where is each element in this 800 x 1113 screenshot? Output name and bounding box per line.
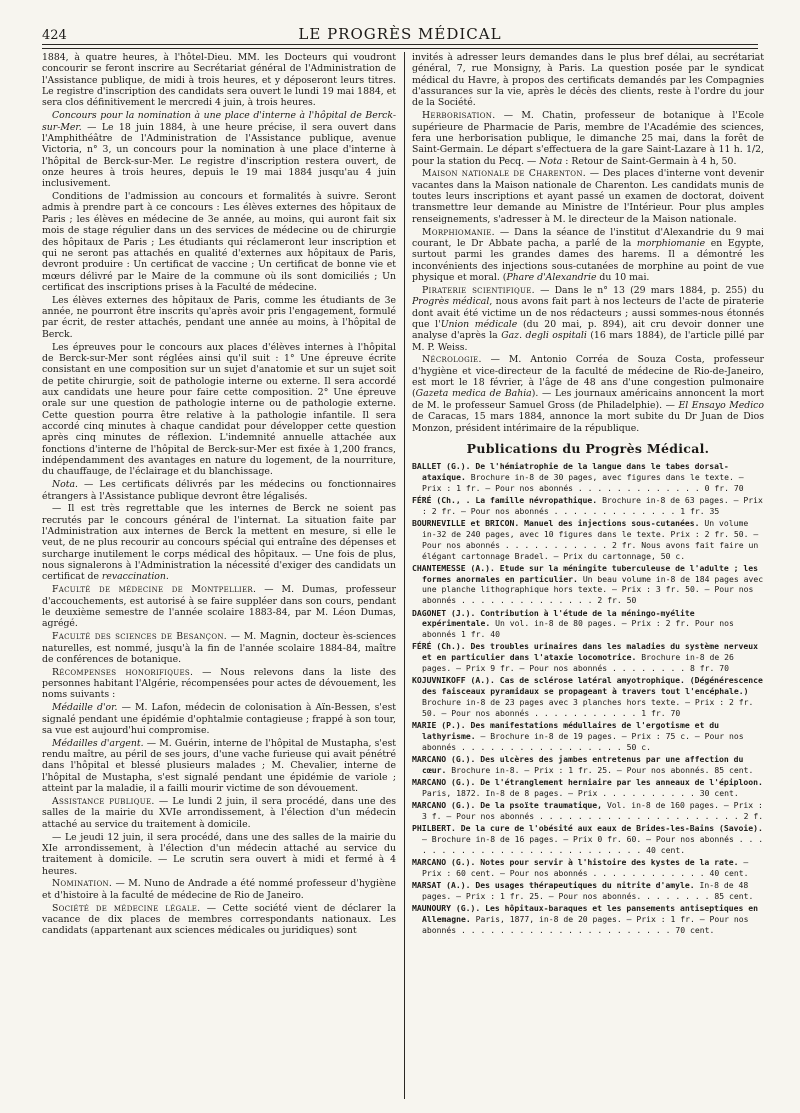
publication-entry xyxy=(412,675,764,718)
publication-details: Brochure in-8. — Prix : 1 fr. 25. — Pour nos abonnés. 85 cent. xyxy=(451,764,754,775)
publication-entry xyxy=(412,800,764,822)
publication-entry xyxy=(412,880,764,902)
lead-word: Nota. xyxy=(52,479,78,491)
section-heading: Récompenses honorifiques. xyxy=(52,666,194,678)
publication-entry xyxy=(412,461,764,493)
section-heading: Maison nationale de Charenton. xyxy=(422,168,586,180)
publication-title: De l'étranglement herniaire par les anneaux de l'épiploon. xyxy=(480,777,763,787)
section-heading: Morphiomanie. xyxy=(422,226,495,238)
publication-entry xyxy=(412,518,764,561)
publication-author: BALLET (G.). xyxy=(412,461,471,472)
publication-entry xyxy=(412,903,764,935)
publication-title: . La famille névropathique. xyxy=(465,495,598,506)
publication-details: — Prix : 60 cent. — Pour nos abonnés . . . . . . . . . . . . 40 cent. xyxy=(422,857,749,878)
publications-list xyxy=(412,461,764,935)
paragraph: Faculté de médecine de Montpellier. — M. Dumas, professeur d'accouchements, est autorisé à se faire suppléer dans son cours, pendant le deuxième semestre de l'année scolaire 1883-84, par M. Léon Dumas, agrégé. xyxy=(42,584,396,630)
paragraph: invités à adresser leurs demandes dans le plus bref délai, au secrétariat général, 7, rue Monsigny, à Paris. La question posée par le syndicat médical du Havre, à propos des certificats demandés par les Compagnies d'assurances sur la vie, après le décès des clients, reste à l'ordre du jour de la Société. xyxy=(412,52,764,109)
publication-author: FÉRÉ (Ch., xyxy=(412,495,461,506)
publication-entry xyxy=(412,857,764,879)
paragraph: Médailles d'argent. — M. Guérin, interne de l'hôpital de Mustapha, s'est rendu maître, au péril de ses jours, d'une vache furieuse qui avait pénétré dans l'hôpital et blessé plusieurs malades ; M. Chevalier, interne de l'hôpital de Mustapha, s'est signalé pendant une épidémie de variole ; atteint par la maladie, il a failli mourir victime de son dévouement. xyxy=(42,737,396,795)
paragraph: Les épreuves pour le concours aux places d'élèves internes à l'hôpital de Berck-sur-Mer sont réglées ainsi qu'il suit : 1° Une épreuve écrite consistant en une composition sur un sujet d'anatomie et sur un sujet soit de petite chirurgie, soit de pathologie interne ou externe. Il sera accordé aux candidats une heure pour faire cette composition. 2° Une épreuve orale sur une question de pathologie interne ou de pathologie externe. Cette question pourra être relative à la pathologie infantile. Il sera accordé cinq minutes à chaque candidat pour développer cette question après cinq minutes de réflexion. L'indemnité annuelle attachée aux fonctions d'interne de l'hôpital de Berck-sur-Mer est fixée à 1,200 francs, indépendamment des avantages en nature du logement, de la nourriture, du chauffauge, de l'éclairage et du blanchissage. xyxy=(42,341,396,478)
publication-author: BOURNEVILLE et BRICON. xyxy=(412,518,520,529)
column-divider xyxy=(404,52,405,1099)
publication-details: Un volume in-32 de 240 pages, avec 10 figures dans le texte. Prix : 2 fr. 50. — Pour nos abonnés . . . . . . . . . . . 2 fr. Nous avons fait faire un élégant cartonnage Bradel. — Prix du cartonnage, 50 c. xyxy=(422,518,759,561)
paragraph: Piraterie scientifique. — Dans le n° 13 (29 mars 1884, p. 255) du Progrès médical, nous avons fait part à nos lecteurs de l'acte de piraterie dont avait été victime un de nos rédacteurs ; aussi sommes-nous étonnés que l'Union médicale (du 20 mai, p. 894), ait cru devoir donner une analyse d'après la Gaz. degli ospitali (16 mars 1884), de l'article pillé par M. P. Weiss. xyxy=(412,284,764,353)
publication-details: Brochure in-8 de 63 pages. — Prix : 2 fr. — Pour nos abonnés . . . . . . . . . . . . . 1 fr. 35 xyxy=(422,495,763,516)
paragraph: Conditions de l'admission au concours et formalités à suivre. Seront admis à prendre part à ce concours : Les élèves externes des hôpitaux de Paris ; les élèves en médecine de 3e année, au moins, qui auront fait six mois de stage régulier dans un des services de médecine ou de chirurgie des hôpitaux de Paris ; Les étudiants qui réclameront leur inscription et qui ne seront pas attachés en qualité d'externes aux hôpitaux de Paris, devront produire : Un certificat de vaccine ; Un certificat de bonne vie et mœurs délivré par le Maire de la commune où ils sont domiciliés ; Un certificat des inscriptions prises à la Faculté de médecine. xyxy=(42,191,396,293)
publication-author: MARSAT (A.). xyxy=(412,880,471,891)
paragraph: Morphiomanie. — Dans la séance de l'institut d'Alexandrie du 9 mai courant, le Dr Abbate pacha, a parlé de la morphiomanie en Egypte, surtout parmi les grandes dames des harems. Il a démontré les inconvénients des injections sous-cutanées de morphine au point de vue physique et moral. (Phare d'Alexandrie du 10 mai. xyxy=(412,226,764,284)
publication-author: FÉRÉ (Ch.). xyxy=(412,641,466,652)
paragraph: Faculté des sciences de Besançon. — M. Magnin, docteur ès-sciences naturelles, est nommé, jusqu'à la fin de l'année scolaire 1884-84, maître de conférences de botanique. xyxy=(42,631,396,665)
paragraph: Nécrologie. — M. Antonio Corréa de Souza Costa, professeur d'hygiène et vice-directeur de la faculté de médecine de Rio-de-Janeiro, est mort le 18 février, à l'âge de 48 ans d'une congestion pulmonaire (Gazeta medica de Bahia). — Les journaux américains annoncent la mort de M. le professeur Samuel Gross (de Philadelphie). — El Ensayo Medico de Caracas, 15 mars 1884, annonce la mort subite du Dr Juan de Dios Monzon, président intérimaire de la république. xyxy=(412,354,764,434)
publication-author: KOJUVNIKOFF (A.). xyxy=(412,675,495,686)
publication-details: Brochure in-8 de 30 pages, avec figures dans le texte. — Prix : 1 fr. — Pour nos abonnés . . . . . . . . . . . . . 0 fr. 70 xyxy=(422,471,744,493)
publication-entry xyxy=(412,720,764,752)
publication-author: MARCANO (G.). xyxy=(412,857,476,868)
lead-word: Médailles d'argent. xyxy=(52,737,144,749)
publication-author: MAUNOURY (G.). xyxy=(412,903,481,914)
section-heading: Herborisation. xyxy=(422,110,496,122)
publication-details: Paris, 1877, in-8 de 20 pages. — Prix : 1 fr. — Pour nos abonnés . . . . . . . . . . . . . . . . . . . . . . 70 cent. xyxy=(422,914,749,935)
paragraph: 1884, à quatre heures, à l'hôtel-Dieu. MM. les Docteurs qui voudront concourir se feront inscrire au Secrétariat général de l'Administration de l'Assistance publique, de midi à trois heures, et y déposeront leurs titres. Le registre d'inscription des candidats sera ouvert le lundi 19 mai 1884, et sera clos définitivement le mercredi 4 juin, à trois heures. xyxy=(42,52,396,109)
publication-title: Des ulcères des jambes entretenus par une affection du cœur. xyxy=(422,753,744,775)
section-heading: Société de médecine légale. xyxy=(52,902,201,914)
section-heading: Faculté de médecine de Montpellier. xyxy=(52,584,257,596)
left-column xyxy=(42,52,396,1099)
publication-title: De la cure de l'obésité aux eaux de Brides-les-Bains (Savoie). xyxy=(460,823,763,834)
publication-details: Vol. in-8 de 160 pages. — Prix : 3 f. — Pour nos abonnés . . . . . . . . . . . . . . . . . . . . . 2 f. xyxy=(422,800,764,821)
lead-word: Médaille d'or. xyxy=(52,702,118,714)
paragraph: Société de médecine légale. — Cette société vient de déclarer la vacance de dix places de membres correspondants nationaux. Les candidats (appartenant aux sciences médicales ou juridiques) sont xyxy=(42,902,396,937)
publication-title: Notes pour servir à l'histoire des kystes de la rate. xyxy=(480,857,739,868)
paragraph: Médaille d'or. — M. Lafon, médecin de colonisation à Aïn-Bessen, s'est signalé pendant une épidémie d'ophtalmie contagieuse ; frappé à son tour, sa vue est aujourd'hui compromise. xyxy=(42,702,396,736)
publication-details: Brochure in-8 de 26 pages. — Prix 9 fr. — Pour nos abonnés . . . . . . . . 8 fr. 70 xyxy=(422,652,734,674)
section-heading: Nomination. xyxy=(52,878,113,890)
publication-author: MARIE (P.). xyxy=(412,720,466,731)
paragraph: Les élèves externes des hôpitaux de Paris, comme les étudiants de 3e année, ne pourront être inscrits qu'après avoir pris l'engagement, formulé par écrit, de rester attachés, pendant une année au moins, à l'hôpital de Berck. xyxy=(42,294,396,340)
section-heading: Faculté des sciences de Besançon. xyxy=(52,631,228,643)
publication-title: Des manifestations médullaires de l'ergotisme et du lathyrisme. xyxy=(422,720,719,741)
publication-author: PHILBERT. xyxy=(412,823,456,834)
publication-author: MARCANO (G.). xyxy=(412,777,476,787)
publication-title: Cas de sclérose latéral amyotrophique. (Dégénérescence des faisceaux pyramidaux se propageant à travers tout l'encéphale.) xyxy=(422,675,763,697)
paragraph: Nota. — Les certificats délivrés par les médecins ou fonctionnaires étrangers à l'Assistance publique devront être légalisés. xyxy=(42,479,396,502)
page-header xyxy=(42,24,758,45)
publication-title: Des usages thérapeutiques du nitrite d'amyle. xyxy=(475,880,695,891)
publication-details: Un vol. in-8 de 80 pages. — Prix : 2 fr. Pour nos abonnés 1 fr. 40 xyxy=(422,618,734,640)
publication-title: Etude sur la méningite tuberculeuse de l'adulte ; les formes anormales en particulier. xyxy=(422,562,758,584)
publication-author: MARCANO (G.). xyxy=(412,753,476,764)
publication-entry xyxy=(412,641,764,673)
publication-title: Manuel des injections sous-cutanées. xyxy=(524,518,700,529)
publication-title: De l'hémiatrophie de la langue dans le tabes dorsal-ataxique. xyxy=(422,461,729,482)
publication-details: Paris, 1872. In-8 de 8 pages. — Prix . . . . . . . . . . 30 cent. xyxy=(422,787,739,798)
header-double-rule xyxy=(42,48,758,49)
publication-author: MARCANO (G.). xyxy=(412,800,476,811)
publication-entry xyxy=(412,777,764,799)
right-column xyxy=(412,52,764,1099)
section-heading: Assistance publique. xyxy=(52,796,155,807)
journal-title: LE PROGRÈS MÉDICAL xyxy=(298,25,502,43)
publication-details: — Brochure in-8 de 19 pages. — Prix : 75 c. — Pour nos abonnés . . . . . . . . . . . . . . . . . 50 c. xyxy=(422,730,744,752)
publication-entry xyxy=(412,823,764,855)
section-heading: Piraterie scientifique. xyxy=(422,284,535,296)
publication-entry xyxy=(412,608,764,640)
publication-title: Contribution à l'étude de la méningo-myélite expérimentale. xyxy=(422,607,695,629)
paragraph: Assistance publique. — Le lundi 2 juin, il sera procédé, dans une des salles de la mairie du XVIe arrondissement, à l'élection d'un médecin attaché au service du traitement à domicile. xyxy=(42,796,396,830)
section-heading: Concours pour la nomination à une place d'interne à l'hôpital de Berck-sur-Mer. xyxy=(42,110,396,133)
publication-entry xyxy=(412,754,764,776)
publication-entry xyxy=(412,563,764,606)
paragraph: Herborisation. — M. Chatin, professeur de botanique à l'Ecole supérieure de Pharmacie de Paris, membre de l'Académie des sciences, fera une herborisation publique, le dimanche 25 mai, dans la forêt de Saint-Germain. Le départ s'effectuera de la gare Saint-Lazare à 11 h. 1/2, pour la station du Pecq. — Nota : Retour de Saint-Germain à 4 h, 50. xyxy=(412,110,764,167)
publications-heading: Publications du Progrès Médical. xyxy=(466,440,710,456)
paragraph: Récompenses honorifiques. — Nous relevons dans la liste des personnes habitant l'Algérie, récompensées pour actes de dévouement, les noms suivants : xyxy=(42,666,396,701)
publication-details: In-8 de 48 pages. — Prix : 1 fr. 25. — Pour nos abonnés. . . . . . . . 85 cent. xyxy=(422,880,754,901)
paragraph: Concours pour la nomination à une place d'interne à l'hôpital de Berck-sur-Mer. — Le 18 juin 1884, à une heure précise, il sera ouvert dans l'Amphithéâtre de l'Administration de l'Assistance publique, avenue Victoria, n° 3, un concours pour la nomination à une place d'interne à l'hôpital de Berck-sur-Mer. Le registre d'inscription restera ouvert, de onze heures à trois heures, depuis le 19 mai 1884 jusqu'au 4 juin inclusivement. xyxy=(42,110,396,190)
paragraph: — Le jeudi 12 juin, il sera procédé, dans une des salles de la mairie du XIe arrondissement, à l'élection d'un médecin attaché au service du traitement à domicile. — Le scrutin sera ouvert à midi et fermé à 4 heures. xyxy=(42,831,396,877)
publication-title: Des troubles urinaires dans les maladies du système nerveux et en particulier dans l'ataxie locomotrice. xyxy=(422,641,758,663)
publication-entry xyxy=(412,495,764,517)
publication-title: De la psoïte traumatique, xyxy=(480,800,603,811)
publication-details: Brochure in-8 de 23 pages avec 3 planches hors texte. — Prix : 2 fr. 50. — Pour nos abonnés . . . . . . . . . . . 1 fr. 70 xyxy=(422,696,754,718)
publication-details: Un beau volume in-8 de 184 pages avec une planche lithographique hors texte. — Prix : 3 fr. 50. — Pour nos abonnés . . . . . . . . . . . . . . 2 fr. 50 xyxy=(422,573,764,606)
section-heading: Nécrologie. xyxy=(422,354,482,366)
paragraph: Nomination. — M. Nuno de Andrade a été nommé professeur d'hygiène et d'histoire à la faculté de médecine de Rio de Janeiro. xyxy=(42,878,396,901)
publication-author: DAGONET (J.). xyxy=(412,607,476,618)
publication-title: Les hôpitaux-baraques et les pansements antiseptiques en Allemagne. xyxy=(422,903,758,925)
publication-author: CHANTEMESSE (A.). xyxy=(412,562,495,573)
publication-details: — Brochure in-8 de 16 pages. — Prix 0 fr. 60. — Pour nos abonnés . . . . . . . . . . . . . . . . . . . . . . . . . . 40 cent. xyxy=(422,833,764,855)
paragraph: Maison nationale de Charenton. — Des places d'interne vont devenir vacantes dans la Maison nationale de Charenton. Les candidats munis de toutes leurs inscriptions et ayant passé un examen de doctorat, doivent transmettre leur demande au Ministre de l'Intérieur. Pour plus amples renseignements, s'adresser à M. le directeur de la Maison nationale. xyxy=(412,168,764,225)
page-number: 424 xyxy=(42,28,67,43)
paragraph: — Il est très regrettable que les internes de Berck ne soient pas recrutés par le concours général de l'internat. La situation faite par l'Administration aux internes de Berck la mettent en mesure, si elle le veut, de ne plus recourir au concours spécial qui entraîne des dépenses et surcharge inutilement le corps médical des hôpitaux. — Une fois de plus, nous signalerons à l'Administration la nécessité d'exiger des candidats un certificat de revaccination. xyxy=(42,503,396,583)
